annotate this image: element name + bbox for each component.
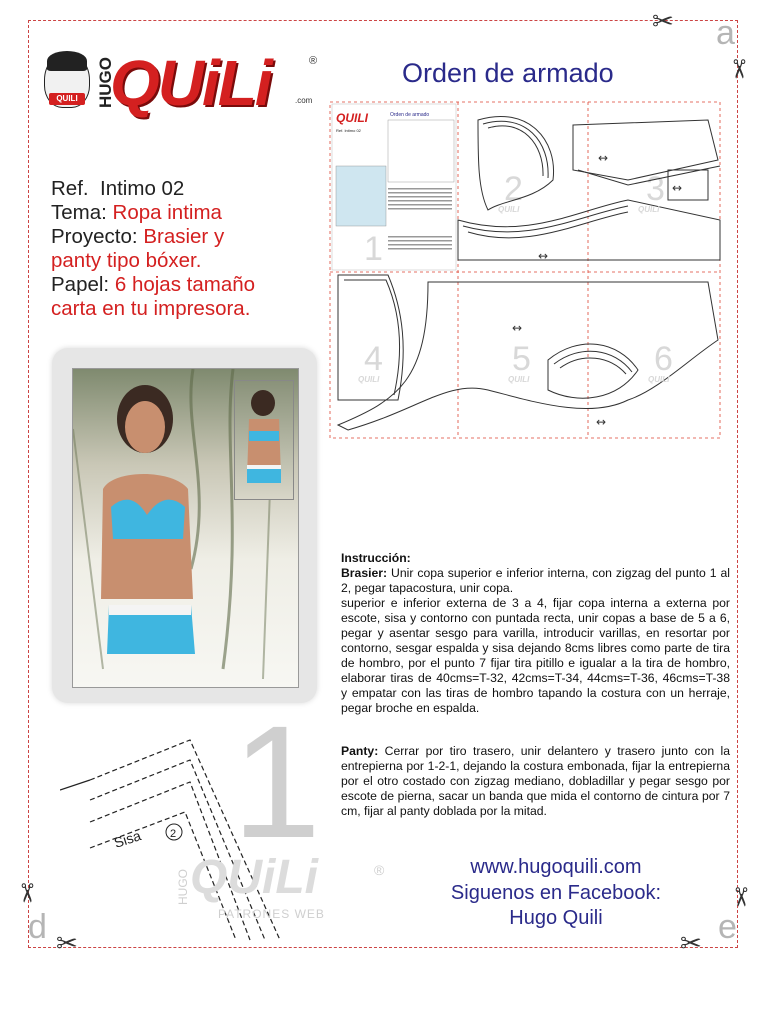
brasier-text: Unir copa superior e inferior interna, con zigzag del punto 1 al 2, pegar tapacostura, unir copa. xyxy=(341,566,730,595)
watermark-patrones-web: PATRONES WEB xyxy=(218,907,325,921)
mini-logo: QUILI xyxy=(336,111,368,125)
instructions-panty xyxy=(341,744,730,819)
page-title: Orden de armado xyxy=(402,58,614,88)
scissors-icon: ✂ xyxy=(56,928,78,958)
scissors-icon: ✂ xyxy=(652,6,674,36)
brasier-text-cont: superior e inferior externa de 3 a 4, fijar copa interna a externa por escote, sisa y contorno con puntada recta, unir copas a base de 5 a 6, pegar y asentar sesgo para varilla, introducir varillas, en resortar por contorno, sesgar espalda y sisa dejando 8cms libres como parte de tira de hombro, por el punto 7 fijar tira pitillo e igualar a la tira de hombro, elaborar tiras de 40cms=T-32, 42cms=T-34, 44cms=T-36, 46cms=T-38 y empatar con las tiras de hombro tapando la costura con un herraje, pegar broche en espalda. xyxy=(341,596,730,715)
tema-label: Tema: xyxy=(51,201,107,224)
facebook-line: Siguenos en Facebook: xyxy=(450,882,662,904)
panty-label: Panty: xyxy=(341,744,379,758)
grainline-arrow: ↔ xyxy=(598,151,609,165)
instructions-heading: Instrucción: xyxy=(341,551,411,565)
scissors-icon: ✂ xyxy=(680,928,702,958)
big-sheet-number: 1 xyxy=(232,692,321,871)
sheet-number-4: 4 xyxy=(364,340,383,378)
logo-registered: ® xyxy=(309,55,318,67)
watermark-hugo: HUGO xyxy=(176,869,190,905)
pattern-assembly-diagram xyxy=(328,100,722,440)
logo-quili: QUiLi xyxy=(110,47,271,119)
grainline-arrow: ↔ xyxy=(596,415,607,429)
sheet-watermark: QUILI xyxy=(648,375,670,384)
ref-label: Ref. xyxy=(51,177,89,200)
corner-letter-a: a xyxy=(716,14,735,52)
panty-text: Cerrar por tiro trasero, unir delantero y trasero junto con la entrepierna por 1-2-1, dejando la costura embonada, fijar la entrepierna por el otro costado con zigzag mediano, dobladillar y pegar sesgo por escote de pierna, sacar un banda que mida el contorno de cintura por 7 cm, fijar al panty doblada por la mitad. xyxy=(341,744,730,818)
instructions-brasier xyxy=(341,551,730,716)
website-link[interactable]: www.hugoquili.com xyxy=(470,856,642,878)
proyecto-value-cont: panty tipo bóxer. xyxy=(51,249,202,272)
proyecto-label: Proyecto: xyxy=(51,225,138,248)
watermark-registered: ® xyxy=(374,862,385,878)
sheet-number-3: 3 xyxy=(646,170,665,208)
watermark-quili: QUiLi xyxy=(190,851,318,904)
sheet-watermark: QUILI xyxy=(638,205,660,214)
facebook-name: Hugo Quili xyxy=(509,907,603,929)
sheet-number-1: 1 xyxy=(364,230,383,268)
sheet-number-5: 5 xyxy=(512,340,531,378)
logo-hugo: HUGO xyxy=(96,57,115,108)
grainline-arrow: ↔ xyxy=(512,321,523,335)
corner-letter-d: d xyxy=(28,908,47,946)
logo-com: .com xyxy=(295,96,313,105)
avatar xyxy=(44,52,90,108)
scissors-icon: ✂ xyxy=(11,882,42,904)
tema-value: Ropa intima xyxy=(112,201,222,224)
ref-value: Intimo 02 xyxy=(100,177,185,200)
papel-label: Papel: xyxy=(51,273,110,296)
scissors-icon: ✂ xyxy=(723,58,754,80)
sisa-number: 2 xyxy=(170,828,177,840)
avatar-badge: QUILI xyxy=(49,93,85,105)
grainline-arrow: ↔ xyxy=(538,249,549,263)
papel-value-cont: carta en tu impresora. xyxy=(51,297,251,320)
info-block xyxy=(51,177,255,321)
mini-title: Orden de armado xyxy=(390,112,430,118)
sheet-watermark: QUILI xyxy=(358,375,380,384)
grainline-arrow: ↔ xyxy=(672,181,683,195)
back-view-photo xyxy=(234,380,294,500)
sheet-number-2: 2 xyxy=(504,170,523,208)
sisa-label: Sisa xyxy=(111,827,143,851)
proyecto-value: Brasier y xyxy=(143,225,225,248)
papel-value: 6 hojas tamaño xyxy=(114,273,256,296)
sheet-number-6: 6 xyxy=(654,340,673,378)
scissors-icon: ✂ xyxy=(725,886,756,908)
brasier-label: Brasier: xyxy=(341,566,388,580)
corner-letter-e: e xyxy=(718,908,737,946)
sheet-watermark: QUILI xyxy=(498,205,520,214)
sheet-watermark: QUILI xyxy=(508,375,530,384)
mini-ref: Ref. Intimo 02 xyxy=(336,128,361,133)
